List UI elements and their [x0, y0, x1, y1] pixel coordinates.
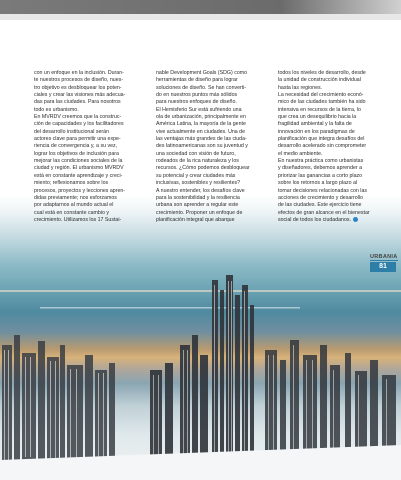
- header-strip: [0, 0, 401, 18]
- article-column-3-text: todos los niveles de desarrollo, desde la unidad de construcción individual hasta las regiones. La necesidad del crecimiento econó- mico de las ciudades también ha sido intensiva en recursos de la tierra, lo que crea un desequilibrio hacia la fragilidad ambiental y la falta de innovación en los paradigmas de planificación que integra desafíos del desarrollo acelerado sin comprometer el medio ambiente. En nuestra práctica como urbanistas y diseñadores, debemos aprender a priorizar las ganancias a corto plazo sobre los retornos a largo plazo al tomar decisiones relacionadas con las acciones de crecimiento y desarrollo de las ciudades. Este ejercicio tiene efectos de gran alcance en el bienestar social de todos los ciudadanos.: [278, 70, 370, 223]
- article-column-1: con un enfoque en la inclusión. Duran- te nuestros procesos de diseño, nues- tro objetivo es desbloquear los poten- ciales y crear las visiones más adecua- das para las ciudades. Para nosotros todo es urbanismo. En MVRDV creemos que la construc- ción de capacidades y los facilitadores del desarrollo institucional serán actores clave para permitir una expe- riencia de convergencia y, a su vez, lograr los objetivos de inclusión para mejorar las condiciones sociales de la ciudad y región. El urbanismo MVRDV está en constante aprendizaje y creci- miento; reflexionamos sobre los procesos, proyectos y lecciones apren- didas previamente; nos esforzamos por adaptarnos al mundo actual el cual está en constante cambio y crecimiento. Utilizamos los 17 Sustai-: [34, 70, 126, 223]
- article-body: [34, 70, 394, 224]
- article-column-2: nable Development Goals (SDG) como herramientas de diseño para lograr soluciones de diseño. Se han converti- do en nuestros puntos más sólidos para nuestros enfoques de diseño. El Hemisferio Sur está sufriendo una ola de urbanización, principalmente en América Latina, la mayoría de la gente vive actualmente en ciudades. Una de las ventajas más grandes de las ciuda- des latinoamericanas son su juventud y una sociedad con visión de futuro, rodeados de la rica naturaleza y los recursos. ¿Cómo podemos desbloquear su potencial y crear ciudades más inclusivas, sostenibles y resilientes? A nuestro entender, los desafíos clave para la sostenibilidad y la resiliencia urbana son aprender a regular este crecimiento. Proponer un enfoque de planificación integral que abarque: [156, 70, 250, 223]
- article-column-3: [278, 70, 390, 224]
- end-of-article-dot-icon: [353, 217, 358, 222]
- section-divider: [370, 260, 398, 261]
- cityscape-illustration: [0, 195, 401, 480]
- section-label: URBANIA: [370, 254, 398, 260]
- page-number: 81: [370, 262, 396, 272]
